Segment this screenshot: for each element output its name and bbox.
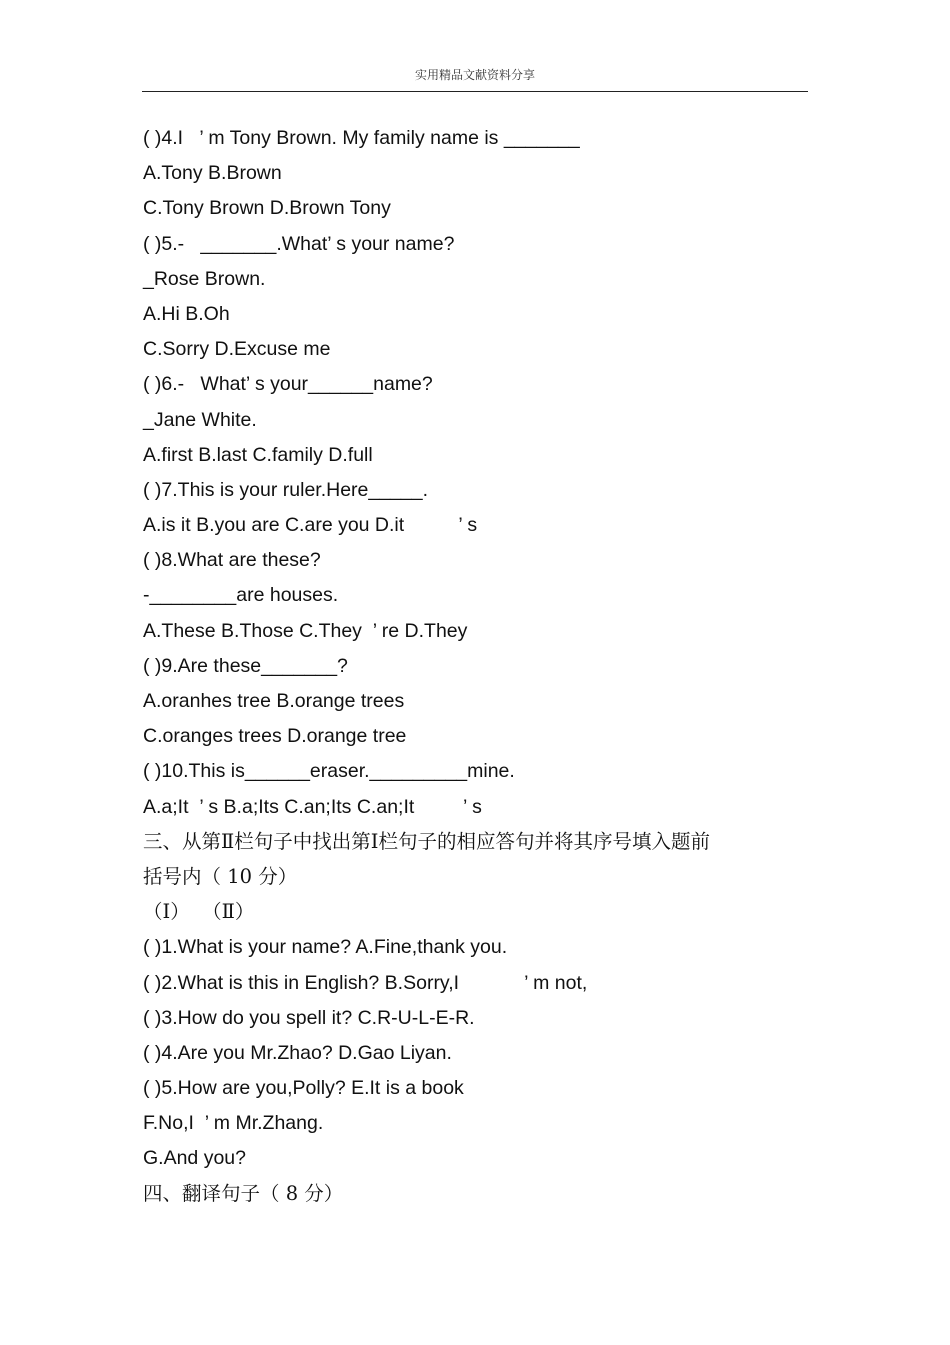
question-6-options: A.first B.last C.family D.full	[143, 443, 373, 466]
question-9-options-cd: C.oranges trees D.orange tree	[143, 725, 407, 748]
question-9: ( )9.Are these_______?	[143, 654, 348, 677]
question-5-answer: _Rose Brown.	[143, 267, 266, 290]
question-8: ( )8.What are these?	[143, 549, 321, 572]
question-9-options-ab: A.oranhes tree B.orange trees	[143, 690, 405, 712]
question-5: ( )5.- _______.What’ s your name?	[143, 232, 455, 255]
question-4-options-ab: A.Tony B.Brown	[143, 162, 282, 185]
column-labels: （Ⅰ） （Ⅱ）	[143, 900, 255, 924]
match-item-2: ( )2.What is this in English? B.Sorry,I ’ m not,	[143, 971, 588, 994]
question-10: ( )10.This is______eraser._________mine.	[143, 760, 515, 783]
question-6-answer: _Jane White.	[143, 408, 257, 431]
question-7: ( )7.This is your ruler.Here_____.	[143, 478, 429, 501]
question-5-options-cd: C.Sorry D.Excuse me	[143, 338, 331, 361]
header-divider	[142, 91, 808, 92]
document-body	[143, 126, 823, 1217]
match-item-5: ( )5.How are you,Polly? E.It is a book	[143, 1077, 464, 1100]
question-7-options: A.is it B.you are C.are you D.it ’ s	[143, 514, 478, 537]
page-header-title: 实用精品文献资料分享	[414, 68, 535, 82]
question-5-options-ab: A.Hi B.Oh	[143, 302, 230, 325]
question-4-options-cd: C.Tony Brown D.Brown Tony	[143, 197, 391, 220]
question-8-answer: -________are houses.	[143, 584, 339, 607]
match-item-4: ( )4.Are you Mr.Zhao? D.Gao Liyan.	[143, 1041, 452, 1064]
question-6: ( )6.- What’ s your______name?	[143, 373, 433, 396]
match-item-3: ( )3.How do you spell it? C.R-U-L-E-R.	[143, 1006, 475, 1029]
match-option-g: G.And you?	[143, 1147, 246, 1170]
question-10-options: A.a;It ’ s B.a;Its C.an;Its C.an;It ’ s	[143, 795, 482, 818]
question-4: ( )4.I ’ m Tony Brown. My family name is _______	[143, 127, 580, 149]
section-4-heading: 四、翻译句子（ 8 分）	[143, 1181, 344, 1205]
match-option-f: F.No,I ’ m Mr.Zhang.	[143, 1112, 324, 1135]
match-item-1: ( )1.What is your name? A.Fine,thank you.	[143, 936, 508, 959]
section-3-heading-cont: 括号内（ 10 分）	[143, 864, 298, 888]
section-3-heading: 三、从第Ⅱ栏句子中找出第Ⅰ栏句子的相应答句并将其序号填入题前	[143, 829, 710, 853]
question-8-options: A.These B.Those C.They ’ re D.They	[143, 619, 468, 642]
